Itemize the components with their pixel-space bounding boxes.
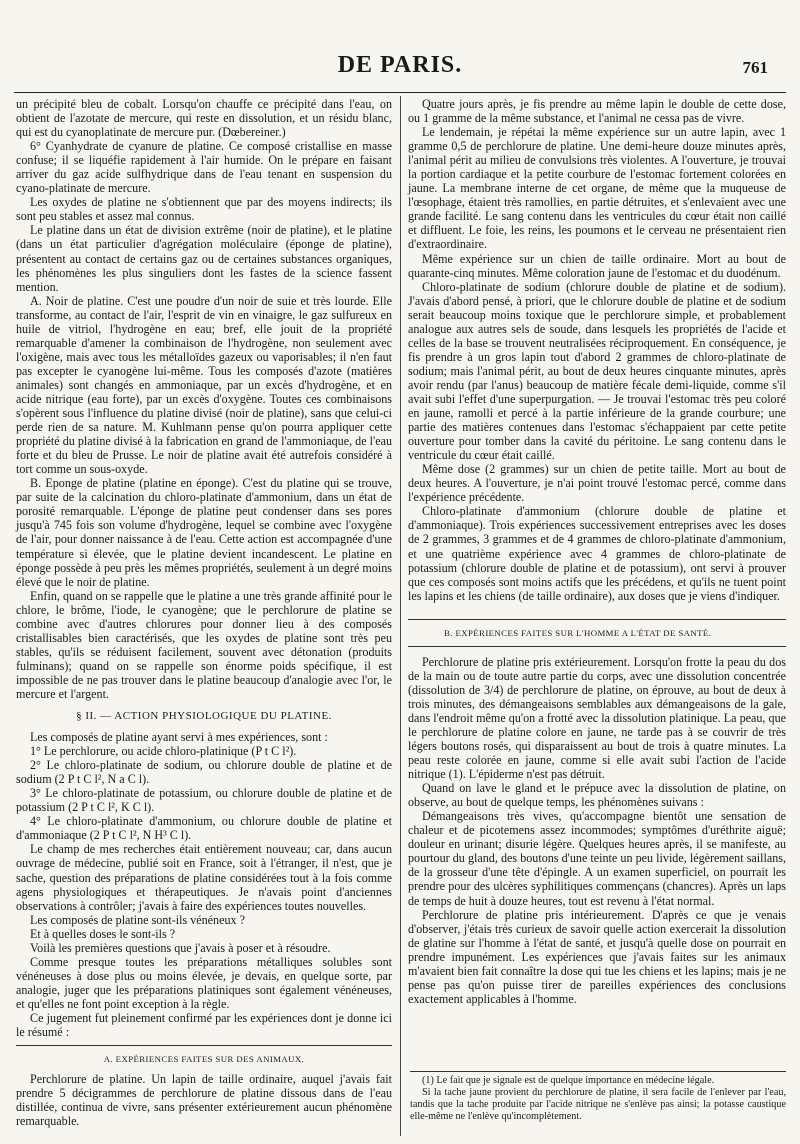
paragraph: Même expérience sur un chien de taille ordinaire. Mort au bout de quarante-cinq minutes. Même coloration jaune de l'estomac et du duodénum. bbox=[408, 251, 786, 280]
compound-list bbox=[16, 744, 392, 842]
list-item: 3° Le chloro-platinate de potassium, ou chlorure double de platine et de potassium (2 P t C l², K C l). bbox=[16, 786, 392, 815]
paragraph: Ce jugement fut pleinement confirmé par les expériences dont je donne ici le résumé : bbox=[16, 1011, 392, 1040]
paragraph: un précipité bleu de cobalt. Lorsqu'on chauffe ce précipité dans l'eau, on obtient de l'azotate de mercure, qui reste en dissolution, et un résidu blanc, qui est du cyanoplatinate de mercure pur. (Dœbereiner.) bbox=[16, 97, 392, 140]
paragraph: Quatre jours après, je fis prendre au même lapin le double de cette dose, ou 1 gramme de la même substance, et l'animal ne cessa pas de vivre. bbox=[408, 97, 786, 126]
paragraph: Chloro-platinate de sodium (chlorure double de platine et de sodium). J'avais d'abord pensé, à priori, que le chlorure double de platine et de sodium serait beaucoup moins toxique que le perchlorure simple, et probablement analogue aux autres sels de soude, dans lesquels les propriétés de l'acide et celles de la base se trouvent neutralisées réciproquement. En conséquence, je fis prendre à un gros lapin tout d'abord 2 grammes de chloro-platinate de sodium; mais l'animal périt, au bout de deux heures cinquante minutes, après avoir rendu (par l'anus) beaucoup de matière fécale demi-liquide, comme s'il avait subi l'effet d'une superpurgation. — Je trouvai l'estomac très peu coloré en jaune, ramolli et percé à la partie inférieure de la grande courbure; une partie des matières contenues dans l'estomac s'échappaient par cette petite ouverture pour tomber dans la cavité du péritoine. Le sang contenu dans le ventricule du cœur était caillé. bbox=[408, 279, 786, 463]
list-item: 1° Le perchlorure, ou acide chloro-platinique (P t C l²). bbox=[30, 744, 297, 759]
running-title: DE PARIS. bbox=[337, 52, 463, 78]
list-item: 2° Le chloro-platinate de sodium, ou chlorure double de platine et de sodium (2 P t C l², N a C l). bbox=[16, 758, 392, 787]
list-item: 4° Le chloro-platinate d'ammonium, ou chlorure double de platine et d'ammoniaque (2 P t C l², N H³ C l). bbox=[16, 814, 392, 843]
paragraph: Le champ de mes recherches était entièrement nouveau; car, dans aucun ouvrage de médecine, publié soit en France, soit à l'étranger, il n'est, que je sache, question des préparations de platine considérées tout à la fois comme agens physiologiques et thérapeutiques. Je n'avais point d'anciennes observations à contrôler; j'avais à faire des expériences toutes nouvelles. bbox=[16, 842, 392, 913]
column-divider bbox=[400, 96, 401, 1136]
subsection-heading: B. EXPÉRIENCES FAITES SUR L'HOMME A L'ÉTAT DE SANTÉ. bbox=[408, 619, 786, 647]
paragraph: Chloro-platinate d'ammonium (chlorure double de platine et d'ammoniaque). Trois expériences successivement entreprises avec les doses de 2 grammes, 3 grammes et de 4 grammes de chloro-platinate d'ammonium, et une quatrième expérience avec 4 grammes de chloro-platinate de potassium (chlorure double de platine et de potassium), ont servi à prouver que ces composés sont moins actifs que les précédens, et qu'ils ne tuent point les lapins et les chiens (de taille ordinaire), aux doses que je viens d'indiquer. bbox=[408, 504, 786, 603]
right-column bbox=[408, 97, 786, 1006]
paragraph: A. Noir de platine. C'est une poudre d'un noir de suie et très lourde. Elle transforme, au contact de l'air, l'esprit de vin en vinaigre, le gaz sulfureux en huile de vitriol, l'hydrogène en eau; bref, elle jouit de la propriété remarquable d'amener la combinaison de l'hydrogène, non seulement avec l'oxigène, mais avec tous les métalloïdes gazeux ou vaporisables; il n'en faut pas excepter le cyanogène lui-même. Tous les composés d'azote (matières animales) sont changés en ammoniaque, par un excès d'hydrogène, et en acide nitrique (eau forte), par un excès d'oxygène. Toutes ces combinaisons s'opèrent sous l'influence du platine divisé (noir de platine), sans que celui-ci perde rien de sa nature. M. Kuhlmann pense qu'on pourra appliquer cette propriété du platine divisé à la fabrication en grand de l'ammoniaque, de l'eau forte et du bleu de Prusse. Le noir de platine avait été autrefois considéré à tort comme un sous-oxyde. bbox=[16, 293, 392, 477]
footnote-text: (1) Le fait que je signale est de quelque importance en médecine légale. bbox=[422, 1075, 715, 1086]
paragraph: Les oxydes de platine ne s'obtiennent que par des moyens indirects; ils sont peu stables et assez mal connus. bbox=[16, 195, 392, 224]
paragraph: B. Eponge de platine (platine en éponge). C'est du platine qui se trouve, par suite de la calcination du chloro-platinate d'ammonium, dans un état de porosité remarquable. L'éponge de platine peut condenser dans ses pores jusqu'à 745 fois son volume d'hydrogène, lequel se combine avec l'oxygène de l'air, pour donner naissance à de l'eau. Cette action est accompagnée d'une température si élevée, que le platine devient incandescent. Le platine en éponge possède à peu près les mêmes propriétés, seulement à un degré moins élevé que le noir de platine. bbox=[16, 476, 392, 589]
paragraph: Quand on lave le gland et le prépuce avec la dissolution de platine, on observe, au bout de quelque temps, les phénomènes suivans : bbox=[408, 781, 786, 810]
paragraph: Démangeaisons très vives, qu'accompagne bientôt une sensation de chaleur et de picotemens assez incommodes; symptômes d'uréthrite aiguë; douleur en urinant; disurie légère. Quelques heures après, il se manifeste, au pourtour du gland, des boutons d'une teinte un peu livide, légèrement saillans, de la grosseur d'une tête d'épingle. A un examen superficiel, on pourrait les prendre pour des ulcères syphilitiques commençans (chancres). Après un laps de temps de huit à douze heures, tout est revenu à l'état normal. bbox=[408, 809, 786, 908]
footnote bbox=[410, 1075, 786, 1123]
paragraph: Le lendemain, je répétai la même expérience sur un autre lapin, avec 1 gramme 0,5 de perchlorure de platine. Une demi-heure douze minutes après, l'animal périt au milieu de convulsions très violentes. A l'ouverture, je trouvai la portion cardiaque et la petite courbure de l'estomac fortement colorées en jaune. La membrane interne de cet organe, de même que la muqueuse de l'œsophage, étaient très ramollies, en partie détruites, et s'enlevaient avec une grande facilité. Le sang contenu dans les ventricules du cœur était non caillé et diffluent. Le foie, les reins, les poumons et le cerveau ne présentaient rien d'extraordinaire. bbox=[408, 125, 786, 252]
paragraph: Les composés de platine sont-ils vénéneux ? bbox=[30, 912, 245, 927]
footnote-text: Si la tache jaune provient du perchlorure de platine, il sera facile de l'enlever par l'eau, tandis que la tache produite par l'acide nitrique ne s'enlève pas ainsi; la potasse caustique elle-même ne l'enlève qu'incomplètement. bbox=[410, 1087, 786, 1122]
page-number: 761 bbox=[742, 58, 768, 77]
section-heading: § II. — ACTION PHYSIOLOGIQUE DU PLATINE. bbox=[76, 710, 332, 723]
paragraph: 6° Cyanhydrate de cyanure de platine. Ce composé cristallise en masse confuse; il se liquéfie rapidement à l'air humide. On le prépare en faisant arriver du gaz acide sulfhydrique dans de l'eau tenant en suspension du cyano-platinate de mercure. bbox=[16, 139, 392, 196]
header-rule bbox=[14, 92, 786, 93]
paragraph: Perchlorure de platine pris intérieurement. D'après ce que je venais d'observer, j'étais très curieux de savoir quelle action exercerait la dissolution de glatine sur l'homme à l'état de santé, et jusqu'à quelle dose on pourrait en prendre impunément. Les expériences que j'avais faites sur les animaux m'avaient bien fait connaître la dose qui tue les chiens et les lapins; mais je ne pense pas qu'on puisse tirer de pareilles expériences des conclusions exactement applicables à l'homme. bbox=[408, 907, 786, 1006]
paragraph: Enfin, quand on se rappelle que le platine a une très grande affinité pour le chlore, le brôme, l'iode, le cyanogène; que le perchlorure de platine se combine avec d'autres chlorures pour donner lieu à des composés cristallisables bien caractérisés, que les oxydes de platine sont très peu stables, qu'ils se réduisent facilement, souvent avec détonation (produits fulminans); quand on se rappelle son énorme poids spécifique, il est impossible de ne pas trouver dans le platine beaucoup d'analogie avec l'or, le mercure et l'argent. bbox=[16, 588, 392, 701]
paragraph: Perchlorure de platine pris extérieurement. Lorsqu'on frotte la peau du dos de la main ou de toute autre partie du corps, avec une dissolution concentrée (dissolution de 3/4) de perchlorure de platine, on éprouve, au bout de deux à trois minutes, des démangeaisons semblables aux démangeaisons de la gale, dans l'endroit même qu'on a frotté avec la dissolution platinique. La peau, que le perchlorure de platine colore en jaune, ne tarde pas à se couvrir de très légers boutons rosés, qui disparaissent au bout de trois à quatre minutes. La peau reste colorée en jaune, comme si elle avait subi l'action de l'acide nitrique (1). L'épiderme n'est pas détruit. bbox=[408, 654, 786, 782]
subsection-heading: A. EXPÉRIENCES FAITES SUR DES ANIMAUX. bbox=[16, 1045, 392, 1066]
left-column bbox=[16, 97, 392, 1128]
paragraph: Le platine dans un état de division extrême (noir de platine), et le platine (dans un état particulier d'agrégation moléculaire (éponge de platine), présentent au contact de certains gaz ou de certaines substances organiques, les phénomènes les plus singuliers dont les fastes de la science fassent mention. bbox=[16, 223, 392, 294]
paragraph: Les composés de platine ayant servi à mes expériences, sont : bbox=[30, 730, 328, 745]
paragraph: Voilà les premières questions que j'avais à poser et à résoudre. bbox=[30, 940, 331, 955]
paragraph: Comme presque toutes les préparations métalliques solubles sont vénéneuses à dose plus ou moins élevée, je devais, en quelque sorte, par analogie, juger que les préparations platiniques sont également vénéneuses, et qu'elles ne font point exception à la règle. bbox=[16, 954, 392, 1011]
paragraph: Perchlorure de platine. Un lapin de taille ordinaire, auquel j'avais fait prendre 5 décigrammes de perchlorure de platine dissous dans de l'eau distillée, continua de vivre, sans présenter extérieurement aucun phénomène remarquable. bbox=[16, 1072, 392, 1129]
paragraph: Même dose (2 grammes) sur un chien de petite taille. Mort au bout de deux heures. A l'ouverture, je n'ai point trouvé l'estomac percé, comme dans l'expérience précédente. bbox=[408, 462, 786, 505]
running-head bbox=[0, 52, 800, 92]
paragraph: Et à quelles doses le sont-ils ? bbox=[30, 926, 176, 941]
footnote-rule bbox=[410, 1071, 786, 1072]
